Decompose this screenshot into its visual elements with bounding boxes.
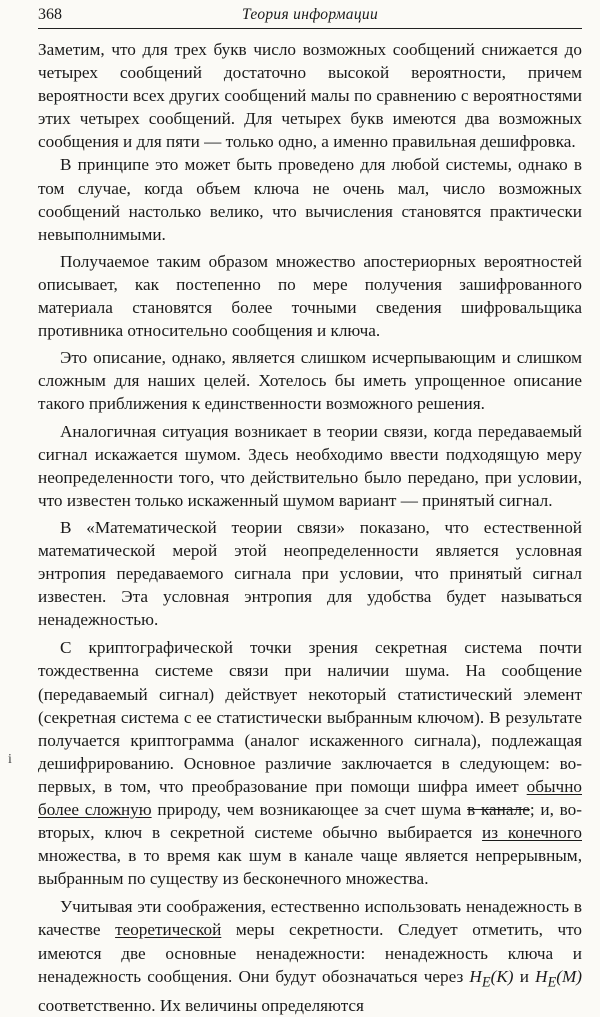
- paragraph-3: Получаемое таким образом множество апостериорных вероятностей описывает, как постепенно по мере получения зашифрованного материала становятся более точными сведения шифровальщика противника относительно сообщения и ключа.: [38, 251, 582, 341]
- p7-text-3: ; и, во-вторых, ключ в секретной системе обычно выбирается: [38, 800, 582, 843]
- p8-text-3: и: [513, 966, 536, 986]
- p7-text-1: С криптографической точки зрения секретная система почти тождественна системе связи при наличии шума. На сообщение (передаваемый сигнал) действует некоторый статистический элемент (секретная система с ее статистически выбранным ключом). В результате получается криптограмма (аналог искаженного сигнала), подлежащая дешифрированию. Основное различие заключается в следующем: во-первых, в том, что преобразование при помощи шифра имеет: [38, 638, 582, 796]
- formula-1-arg: (K): [490, 966, 514, 986]
- paragraph-2: В принципе это может быть проведено для любой системы, однако в том случае, когда объем ключа не очень мал, число возможных сообщений настолько велико, что вычисления становятся практически невыполнимыми.: [38, 155, 582, 244]
- page-header: [38, 4, 582, 29]
- p7-text-4: множества, в то время как шум в канале чаще является непрерывным, выбранным по существу из бесконечного множества.: [38, 846, 582, 889]
- page-number: 368: [38, 6, 62, 23]
- formula-he-m: [535, 966, 583, 991]
- formula-1-h: H: [469, 966, 482, 986]
- formula-2-sub: E: [547, 974, 557, 991]
- p8-underlined: теоретической: [115, 920, 222, 940]
- paragraph-4: Это описание, однако, является слишком исчерпывающим и слишком сложным для наших целей. Хотелось бы иметь упрощенное описание такого приближения к единственности возможного решения.: [38, 348, 582, 414]
- p7-struck: в канале: [467, 800, 530, 819]
- formula-2-h: H: [535, 966, 548, 986]
- formula-2-arg: (M): [556, 966, 583, 986]
- p7-underlined-2: из конечного: [482, 823, 582, 843]
- paragraph-5: Аналогичная ситуация возникает в теории связи, когда передаваемый сигнал искажается шумом. Здесь необходимо ввести подходящую меру неопределенности того, что действительно было передано, при условии, что известен только искаженный шумом вариант — принятый сигнал.: [38, 421, 582, 510]
- page-body: [38, 38, 582, 1017]
- p8-text-1: Учитывая эти соображения, естественно использовать ненадежность в качестве: [38, 897, 582, 940]
- paragraph-6: В «Математической теории связи» показано, что естественной математической мерой этой неопределенности является условная энтропия передаваемого сигнала при условии, что принятый сигнал известен. Эта условная энтропия для удобства будет называться ненадежностью.: [38, 517, 582, 630]
- p7-text-2: природу, чем возникающее за счет шума: [151, 800, 468, 819]
- formula-1-sub: E: [481, 974, 491, 991]
- paragraph-8: [38, 895, 582, 1017]
- p8-text-4: соответственно. Их величины определяются: [38, 996, 364, 1016]
- p8-text-2: меры секретности. Следует отметить, что имеются две основные ненадежности: ненадежность ключа и ненадежность сообщения. Они будут обозначаться через: [38, 920, 583, 986]
- margin-mark: i: [8, 752, 12, 767]
- formula-he-k: [469, 966, 514, 991]
- paragraph-7: [38, 636, 582, 890]
- p7-underlined-1: обычно более сложную: [38, 776, 582, 819]
- running-title: Теория информации: [241, 6, 379, 23]
- paragraph-1: Заметим, что для трех букв число возможных сообщений снижается до четырех сообщений достаточно высокой вероятности, причем вероятности всех других сообщений малы по сравнению с вероятностями этих четырех сообщений. Для четырех букв имеются два возможных сообщения и для пяти — только одно, а именно правильная дешифровка.: [38, 40, 582, 152]
